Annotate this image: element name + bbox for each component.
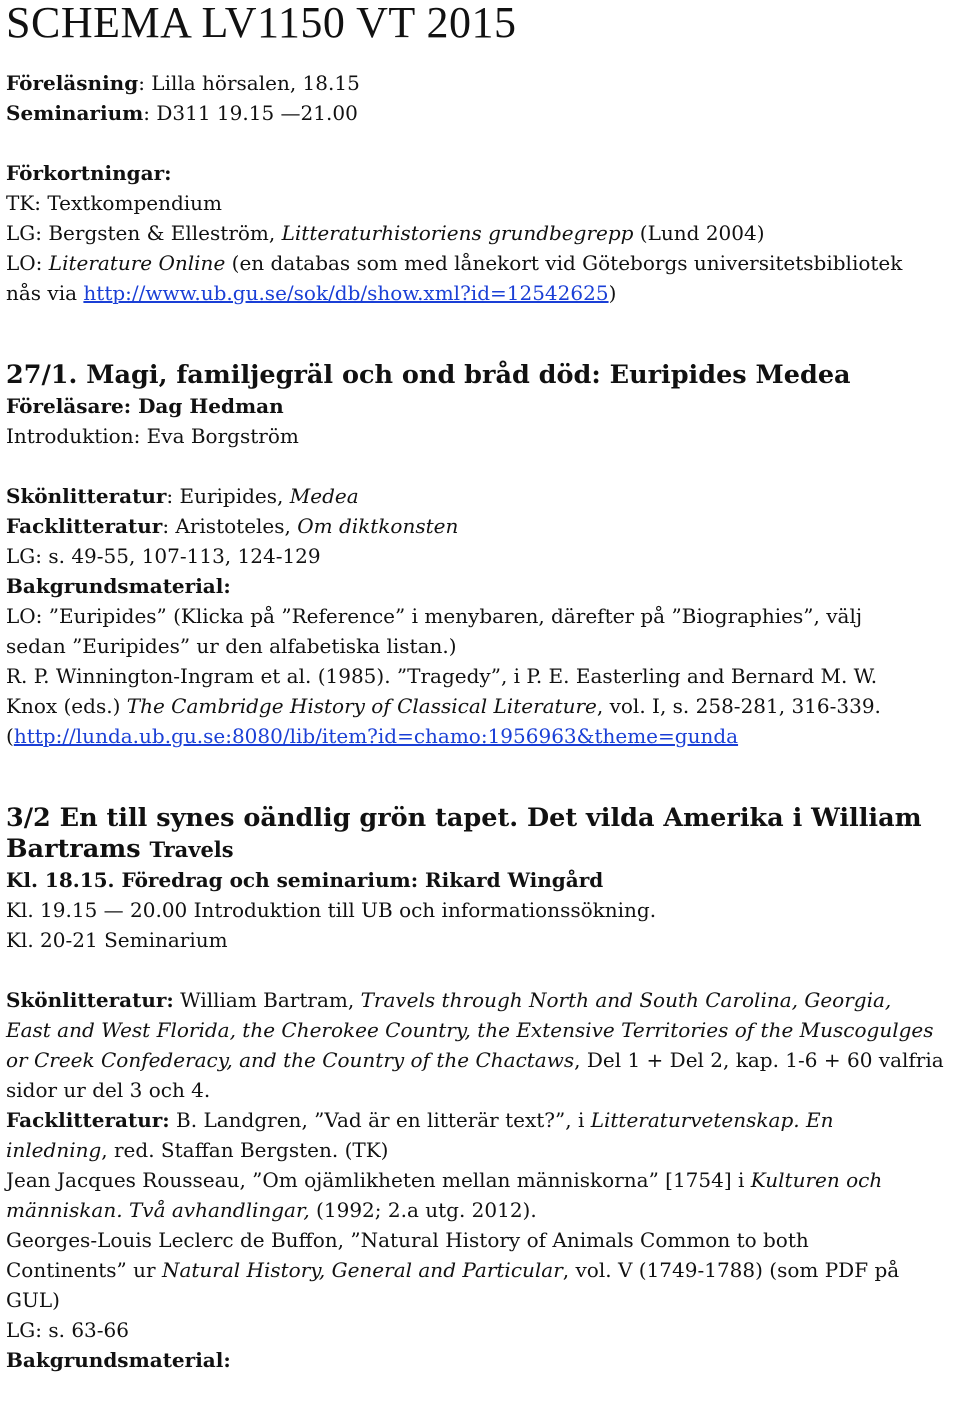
session2-nonfiction-line1 [6, 1105, 960, 1135]
ref-suffix: , vol. I, s. 258-281, 316-339. [596, 694, 881, 718]
page-title: SCHEMA LV1150 VT 2015 [6, 0, 517, 47]
session1-lecturer: Föreläsare: Dag Hedman [6, 394, 284, 418]
nonfiction-label: Facklitteratur [6, 514, 163, 538]
abbrev-lo-prefix: LO: [6, 251, 49, 275]
abbrev-lo-line2-suffix: ) [608, 281, 617, 305]
fiction-title-3: or Creek Confederacy, and the Country of the Chactaws [6, 1048, 575, 1072]
fiction-text: : Euripides, [166, 484, 290, 508]
lecture-text: : Lilla hörsalen, 18.15 [138, 71, 360, 95]
abbrev-lg-suffix: (Lund 2004) [633, 221, 765, 245]
fiction-prefix: William Bartram, [173, 988, 361, 1012]
session2-buffon-line3: GUL) [6, 1288, 60, 1312]
session2-time1: Kl. 18.15. Föredrag och seminarium: Rikard Wingård [6, 868, 604, 892]
abbrev-lg-title: Litteraturhistoriens grundbegrepp [281, 221, 634, 245]
session2-heading-line1: 3/2 En till synes oändlig grön tapet. Det vilda Amerika i William [6, 803, 922, 833]
session2-lg-pages: LG: s. 63-66 [6, 1318, 129, 1342]
session2-buffon-line2 [6, 1255, 960, 1285]
rousseau-title: Kulturen och [750, 1168, 883, 1192]
abbrev-lo-suffix: (en databas som med lånekort vid Göteborgs universitetsbibliotek [225, 251, 903, 275]
heading-main: Bartrams [6, 834, 150, 864]
rousseau-prefix: Jean Jacques Rousseau, ”Om ojämlikheten mellan människorna” [1754] i [6, 1168, 751, 1192]
nonfiction-title-2: inledning [6, 1138, 102, 1162]
nonfiction-text: : Aristoteles, [162, 514, 298, 538]
fiction-title: Medea [289, 484, 359, 508]
fiction-suffix-3: , Del 1 + Del 2, kap. 1-6 + 60 valfria [574, 1048, 944, 1072]
heading-small: Travels [149, 837, 234, 862]
rousseau-title-2: människan. Två avhandlingar, [6, 1198, 310, 1222]
abbrev-lg [6, 218, 960, 248]
ref-title: The Cambridge History of Classical Literature [126, 694, 597, 718]
fiction-label: Skönlitteratur [6, 484, 167, 508]
session1-nonfiction [6, 511, 960, 541]
session1-lg-pages: LG: s. 49-55, 107-113, 124-129 [6, 544, 321, 568]
nonfiction-text: B. Landgren, ”Vad är en litterär text?”, i [169, 1108, 591, 1132]
nonfiction-title: Litteraturvetenskap. En [590, 1108, 834, 1132]
seminar-info [6, 98, 960, 128]
nonfiction-title: Om diktkonsten [297, 514, 459, 538]
session2-nonfiction-line2 [6, 1135, 960, 1165]
abbreviations-heading: Förkortningar: [6, 161, 172, 185]
session1-intro: Introduktion: Eva Borgström [6, 424, 299, 448]
session1-background-label: Bakgrundsmaterial: [6, 574, 231, 598]
buffon-prefix: Continents” ur [6, 1258, 162, 1282]
session1-fiction [6, 481, 960, 511]
seminar-text: : D311 19.15 —21.00 [143, 101, 358, 125]
session2-time3: Kl. 20-21 Seminarium [6, 928, 228, 952]
abbrev-lo [6, 248, 960, 278]
abbrev-lo-line2 [6, 278, 960, 308]
nonfiction-label: Facklitteratur: [6, 1108, 170, 1132]
lecture-label: Föreläsning [6, 71, 139, 95]
literature-online-link[interactable]: http://www.ub.gu.se/sok/db/show.xml?id=12542625 [83, 281, 609, 305]
lecture-info [6, 68, 960, 98]
abbrev-tk: TK: Textkompendium [6, 191, 223, 215]
buffon-suffix: , vol. V (1749-1788) (som PDF på [562, 1258, 900, 1282]
abbrev-lo-title: Literature Online [48, 251, 226, 275]
abbrev-lo-line2-prefix: nås via [6, 281, 84, 305]
session1-ref-line3 [6, 721, 960, 751]
session1-heading: 27/1. Magi, familjegräl och ond bråd död: Euripides Medea [6, 360, 851, 390]
buffon-title: Natural History, General and Particular [161, 1258, 563, 1282]
session2-fiction-line2: East and West Florida, the Cherokee Country, the Extensive Territories of the Muscogulges [6, 1018, 934, 1042]
session1-ref-line2 [6, 691, 960, 721]
fiction-title-1: Travels through North and South Carolina, Georgia, [360, 988, 892, 1012]
nonfiction-suffix-2: , red. Staffan Bergsten. (TK) [101, 1138, 389, 1162]
session2-rousseau-line1 [6, 1165, 960, 1195]
session2-fiction-line4: sidor ur del 3 och 4. [6, 1078, 211, 1102]
session1-ref-line1: R. P. Winnington-Ingram et al. (1985). ”Tragedy”, i P. E. Easterling and Bernard M. W. [6, 664, 878, 688]
session2-fiction-line3 [6, 1045, 960, 1075]
session2-fiction-line1 [6, 985, 960, 1015]
ref-paren: ( [6, 724, 14, 748]
session2-heading-line2 [6, 834, 960, 865]
cambridge-history-link[interactable]: http://lunda.ub.gu.se:8080/lib/item?id=chamo:1956963&theme=gunda [13, 724, 739, 748]
seminar-label: Seminarium [6, 101, 144, 125]
ref-prefix: Knox (eds.) [6, 694, 127, 718]
rousseau-suffix-2: (1992; 2.a utg. 2012). [309, 1198, 537, 1222]
fiction-label: Skönlitteratur: [6, 988, 174, 1012]
session2-buffon-line1: Georges-Louis Leclerc de Buffon, ”Natural History of Animals Common to both [6, 1228, 809, 1252]
session1-lo-line1: LO: ”Euripides” (Klicka på ”Reference” i menybaren, därefter på ”Biographies”, välj [6, 604, 863, 628]
session2-rousseau-line2 [6, 1195, 960, 1225]
session1-lo-line2: sedan ”Euripides” ur den alfabetiska listan.) [6, 634, 457, 658]
session2-time2: Kl. 19.15 — 20.00 Introduktion till UB och informationssökning. [6, 898, 657, 922]
session2-background-label: Bakgrundsmaterial: [6, 1348, 231, 1372]
abbrev-lg-prefix: LG: Bergsten & Elleström, [6, 221, 282, 245]
